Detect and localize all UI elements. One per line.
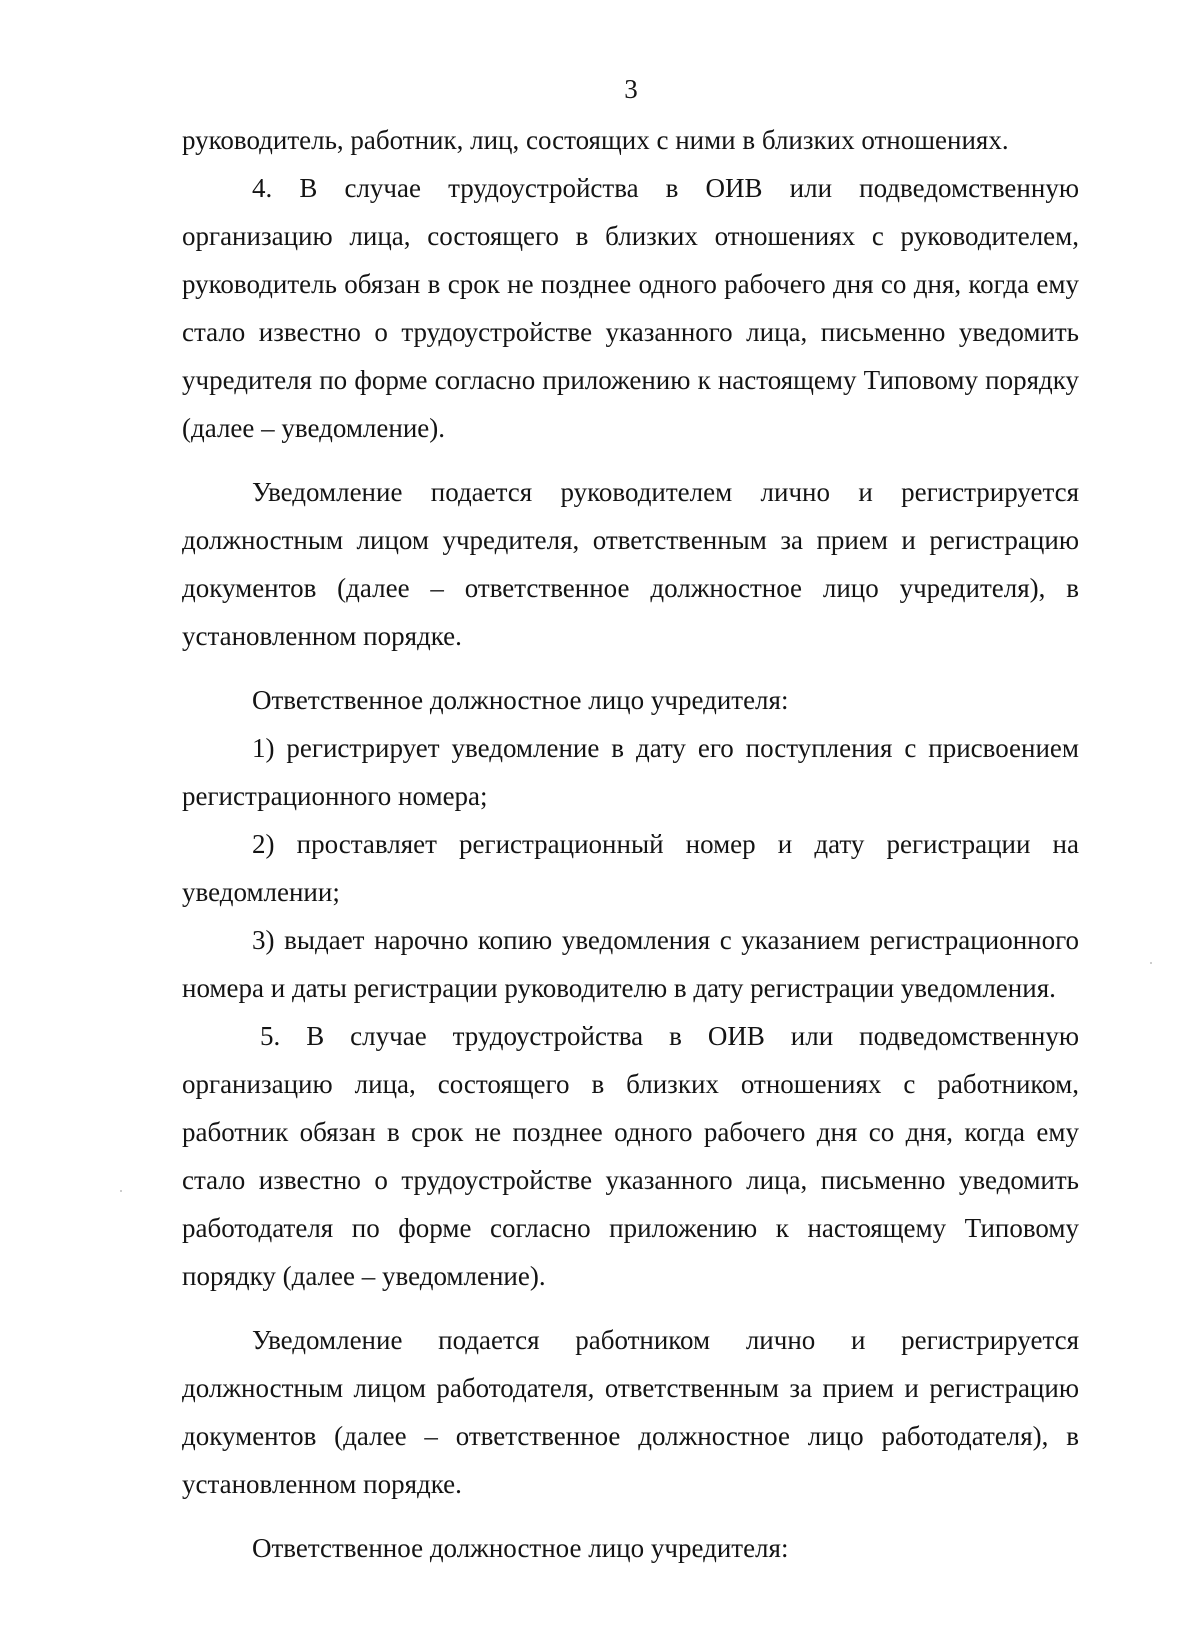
paragraph-continuation: руководитель, работник, лиц, состоящих с ними в близких отношениях. — [182, 125, 1009, 155]
paragraph-notice-submission-head: Уведомление подается руководителем лично и регистрируется должностным лицом учредителя, ответственным за прием и регистрацию документов (далее – ответственное должностное лицо учредителя), в установленном порядке. — [182, 477, 1079, 651]
paragraph-clause-5: 5. В случае трудоустройства в ОИВ или подведомственную организацию лица, состоящего в близких отношениях с работником, работник обязан в срок не позднее одного рабочего дня со дня, когда ему стало известно о трудоустройстве указанного лица, письменно уведомить работодателя по форме согласно приложению к настоящему Типовому порядку (далее – уведомление). — [182, 1021, 1079, 1291]
paragraph-duty-1: 1) регистрирует уведомление в дату его поступления с присвоением регистрационного номера; — [182, 733, 1079, 811]
scan-speck — [1150, 962, 1152, 964]
paragraph-official-duties-employer: Ответственное должностное лицо учредителя: — [252, 1533, 789, 1563]
paragraph-duty-2: 2) проставляет регистрационный номер и дату регистрации на уведомлении; — [182, 829, 1079, 907]
document-body — [182, 116, 1079, 1572]
page-number: 3 — [624, 74, 638, 104]
paragraph-notice-submission-employee: Уведомление подается работником лично и регистрируется должностным лицом работодателя, ответственным за прием и регистрацию документов (далее – ответственное должностное лицо работодателя), в установленном порядке. — [182, 1325, 1079, 1499]
scan-speck — [120, 1190, 122, 1192]
paragraph-duty-3: 3) выдает нарочно копию уведомления с указанием регистрационного номера и даты регистрации руководителю в дату регистрации уведомления. — [182, 925, 1079, 1003]
paragraph-official-duties-head: Ответственное должностное лицо учредителя: — [252, 685, 789, 715]
paragraph-clause-4: 4. В случае трудоустройства в ОИВ или подведомственную организацию лица, состоящего в близких отношениях с руководителем, руководитель обязан в срок не позднее одного рабочего дня со дня, когда ему стало известно о трудоустройстве указанного лица, письменно уведомить учредителя по форме согласно приложению к настоящему Типовому порядку (далее – уведомление). — [182, 173, 1079, 443]
